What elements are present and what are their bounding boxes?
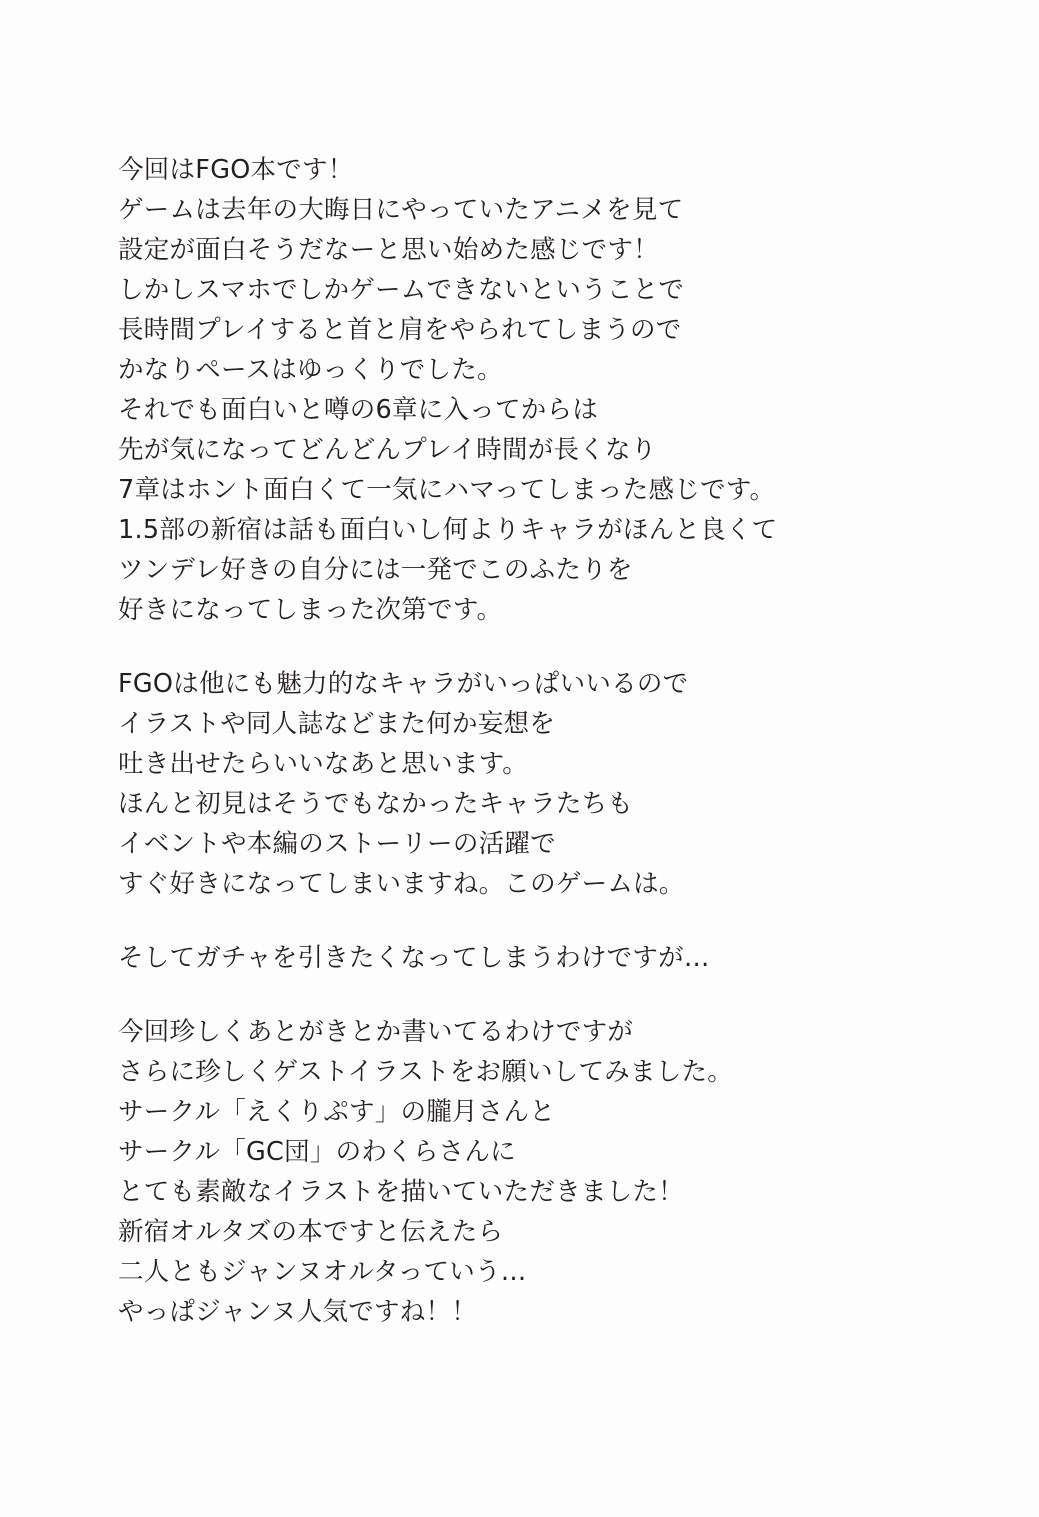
text-line: 今回珍しくあとがきとか書いてるわけですが xyxy=(118,1017,634,1047)
text-line: すぐ好きになってしまいますね。このゲームは。 xyxy=(118,869,685,899)
text-line: そしてガチャを引きたくなってしまうわけですが… xyxy=(118,943,710,973)
paragraph-4 xyxy=(118,1012,938,1332)
text-line: とても素敵なイラストを描いていただきました！ xyxy=(118,1177,684,1207)
paragraph-1 xyxy=(118,150,938,630)
text-line: 新宿オルタズの本ですと伝えたら xyxy=(118,1217,504,1247)
text-line: ツンデレ好きの自分には一発でこのふたりを xyxy=(118,555,633,585)
text-line: 設定が面白そうだなーと思い始めた感じです！ xyxy=(118,235,659,265)
text-line: イベントや本編のストーリーの活躍で xyxy=(118,829,556,859)
text-line: かなりペースはゆっくりでした。 xyxy=(118,355,503,385)
paragraph-3 xyxy=(118,938,938,978)
text-line: さらに珍しくゲストイラストをお願いしてみました。 xyxy=(118,1057,734,1087)
text-line: FGOは他にも魅力的なキャラがいっぱいいるので xyxy=(118,669,689,699)
paragraph-2 xyxy=(118,664,938,904)
afterword-text-block xyxy=(118,150,938,1332)
text-line: しかしスマホでしかゲームできないということで xyxy=(118,275,685,305)
text-line: 今回はFGO本です！ xyxy=(118,155,354,185)
text-line: サークル「えくりぷす」の朧月さんと xyxy=(118,1097,556,1127)
text-line: 吐き出せたらいいなあと思います。 xyxy=(118,749,529,779)
text-line: イラストや同人誌などまた何か妄想を xyxy=(118,709,556,739)
text-line: 好きになってしまった次第です。 xyxy=(118,595,503,625)
text-line: それでも面白いと噂の6章に入ってからは xyxy=(118,395,599,425)
text-line: やっぱジャンヌ人気ですね！！ xyxy=(118,1297,478,1327)
text-line: ほんと初見はそうでもなかったキャラたちも xyxy=(118,789,634,819)
text-line: ゲームは去年の大晦日にやっていたアニメを見て xyxy=(118,195,684,225)
text-line: 長時間プレイすると首と肩をやられてしまうので xyxy=(118,315,682,345)
text-line: サークル「GC団」のわくらさんに xyxy=(118,1137,516,1167)
text-line: 先が気になってどんどんプレイ時間が長くなり xyxy=(118,435,657,465)
text-line: 1.5部の新宿は話も面白いし何よりキャラがほんと良くて xyxy=(118,515,778,545)
text-line: 7章はホント面白くて一気にハマってしまった感じです。 xyxy=(118,475,776,505)
text-line: 二人ともジャンヌオルタっていう… xyxy=(118,1257,527,1287)
